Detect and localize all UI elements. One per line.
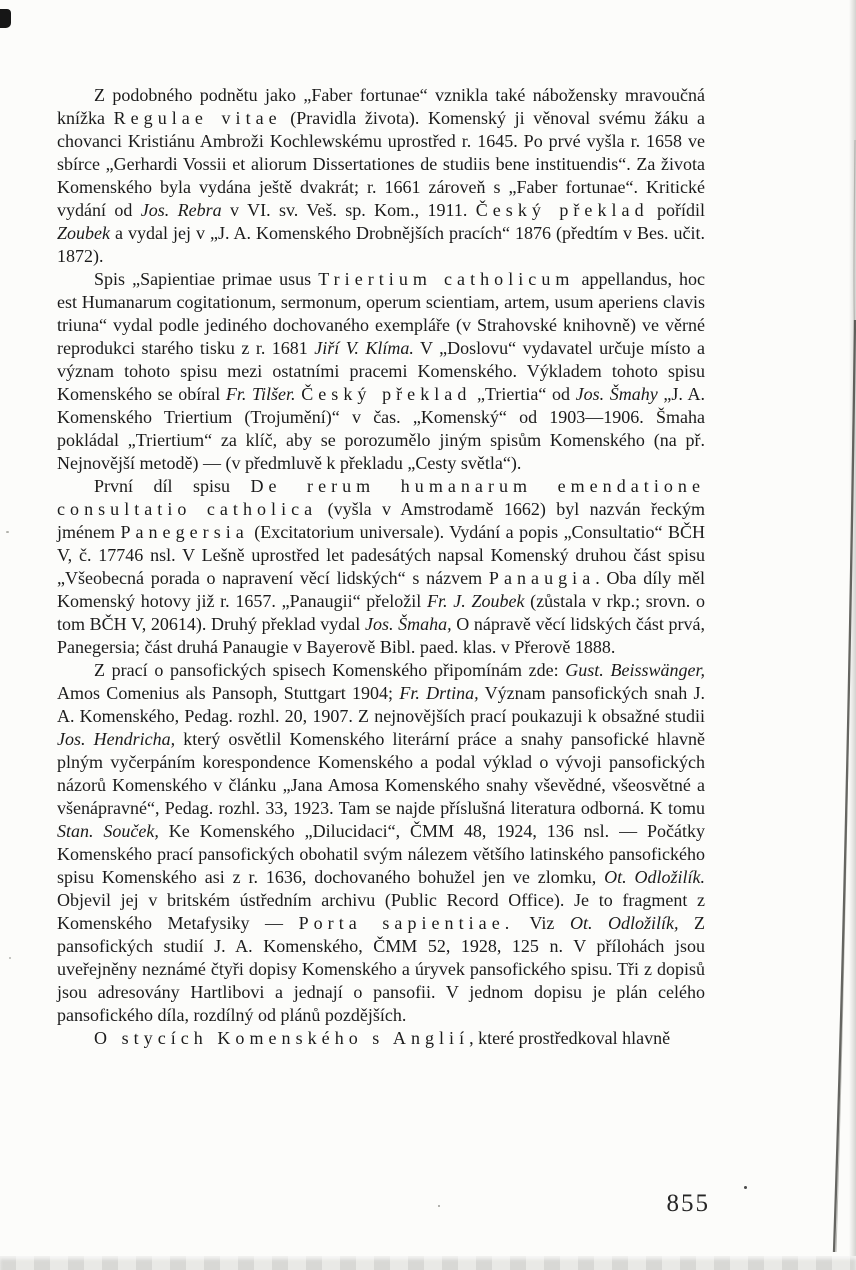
text-segment: Z prací o pansofických spisech Komenského připomínám zde: <box>94 660 566 680</box>
text-segment: O nápravě věcí lidských část prvá, Panegersia; část druhá Panaugie v Bayerově Bibl. paed. klas. v Přerově 1888. <box>57 614 705 657</box>
text-segment-italic: Ot. Odložilík. <box>604 867 705 887</box>
text-segment-spaced: Panegersia <box>120 522 249 542</box>
text-segment-italic: Zoubek <box>57 223 110 243</box>
text-segment-spaced: Český překlad <box>475 200 649 220</box>
text-segment: První díl spisu <box>94 476 251 496</box>
scan-speck <box>9 957 11 959</box>
text-segment: Objevil jej v britském ústředním archivu (Public Record Office). Je to fragment z Komenského Metafysiky — <box>57 890 705 933</box>
text-segment-italic: Gust. Beisswänger, <box>565 660 705 680</box>
text-segment: (Excitatorium universale). Vydání a popis „Consultatio“ BČH V, č. 17746 nsl. V Lešně uprostřed let padesátých napsal Komenský druhou část spisu „Všeobecná porada o napravení věcí lidských“ s názvem <box>57 522 706 588</box>
text-segment-italic: Jos. Šmahy <box>575 384 658 404</box>
text-segment: (vyšla v Amstrodamě 1662) byl nazván řeckým jménem <box>57 499 705 542</box>
text-segment: Z pansofických studií J. A. Komenského, ČMM 52, 1928, 125 n. V přílohách jsou uveřejněny neznámé čtyři dopisy Komenského a úryvek pansofického spisu. Tři z dopisů jsou adresovány Hartlibovi a jednají o pansofii. V jednom dopisu je plán celého pansofického díla, rozdílný od plánů pozdějších. <box>57 913 706 1025</box>
text-segment: (Pravidla života). Komenský ji věnoval svému žáku a chovanci Kristiánu Ambroži Kochlewskému uprostřed r. 1645. Po prvé vyšla r. 1658 ve sbírce „Gerhardi Vossii et aliorum Dissertationes de studiis bene instituendis“. Za života Komenského byla vydána ještě dvakrát; r. 1661 zároveň s „Faber fortunae“. Kritické vydání od <box>57 108 705 220</box>
text-segment-spaced: De rerum humanarum emendatione consultatio catholica <box>57 476 705 519</box>
text-segment: Amos Comenius als Pansoph, Stuttgart 1904; <box>57 683 400 703</box>
text-segment: Z podobného podnětu jako „Faber fortunae“ vznikla také nábožensky mravoučná knížka <box>57 85 705 128</box>
text-segment-italic: Fr. Drtina, <box>399 683 479 703</box>
text-segment-spaced: Regulae vitae <box>113 108 282 128</box>
scan-speck <box>438 1205 440 1207</box>
text-segment: Ke Komenského „Dilucidaci“, ČMM 48, 1924, 136 nsl. — Počátky Komenského prací pansofických obohatil svým nálezem většího latinského pansofického spisu Komenského asi z r. 1636, dochovaného bohužel jen ve zlomku, <box>57 821 705 887</box>
text-segment-italic: Jos. Rebra <box>140 200 222 220</box>
text-segment: appellandus, hoc est Humanarum cogitationum, sermonum, operum scientiam, artem, usum aperiens clavis triuna“ vydal podle jediného dochovaného exempláře (v Strahovské knihovně) ve věrné reprodukci starého tisku z r. 1681 <box>57 269 705 358</box>
text-segment-spaced: Panaugia <box>488 568 596 588</box>
text-segment: , které prostředkoval hlavně <box>469 1028 671 1048</box>
text-segment: „Triertia“ od <box>471 384 576 404</box>
text-segment: Význam pansofických snah J. A. Komenského, Pedag. rozhl. 20, 1907. Z nejnovějších prací poukazuji k obsažné studii <box>57 683 706 726</box>
text-segment: V „Doslovu“ vydavatel určuje místo a význam tohoto spisu mezi ostatními pracemi Komenského. Výkladem tohoto spisu Komenského se obíral <box>57 338 705 404</box>
text-segment-italic: Fr. J. Zoubek <box>427 591 525 611</box>
text-segment-spaced: Porta sapientiae. <box>298 913 515 933</box>
text-segment-spaced: Český překlad <box>301 384 472 404</box>
scan-speck <box>6 531 9 533</box>
text-segment: který osvětlil Komenského literární práce a snahy pansofické hlavně plným vyčerpáním korespondence Komenského a podal výklad o vývoji pansofických názorů Komenského v článku „Jana Amosa Komenského snahy vševědné, všeosvětné a všenápravné“, Pedag. rozhl. 33, 1923. Tam se najde příslušná literatura odborná. K tomu <box>57 729 705 818</box>
text-segment-spaced: Triertium catholicum <box>318 269 575 289</box>
text-segment: pořídil <box>648 200 706 220</box>
text-segment-italic: Jiří V. Klíma. <box>314 338 414 358</box>
text-segment: „J. A. Komenského Triertium (Trojumění)“ v čas. „Komenský“ od 1903—1906. Šmaha pokládal „Triertium“ za klíč, aby se porozumělo jiným spisům Komenského (na př. Nejnovější metodě) — (v předmluvě k překladu „Cesty světla“). <box>57 384 706 473</box>
text-segment: v VI. sv. Veš. sp. Kom., 1911. <box>221 200 476 220</box>
scan-speck <box>744 1186 747 1189</box>
text-segment: Viz <box>514 913 570 933</box>
text-segment-italic: Ot. Odložilík, <box>569 913 679 933</box>
text-segment: (zůstala v rkp.; srovn. o tom BČH V, 20614). Druhý překlad vydal <box>57 591 706 634</box>
text-segment: a vydal jej v „J. A. Komenského Drobnějších pracích“ 1876 (předtím v Bes. učit. 1872). <box>57 223 705 266</box>
text-segment: . Oba díly měl Komenský hotovy již r. 1657. „Panaugii“ přeložil <box>57 568 705 611</box>
page-number: 855 <box>666 1190 710 1217</box>
text-segment: Spis „Sapientiae primae usus <box>94 269 319 289</box>
text-segment-spaced: O stycích Komenského s Anglií <box>94 1028 470 1048</box>
text-segment-italic: Stan. Souček, <box>57 821 159 841</box>
text-segment-italic: Fr. Tilšer. <box>225 384 296 404</box>
text-segment-italic: Jos. Hendricha, <box>57 729 176 749</box>
text-segment-italic: Jos. Šmaha, <box>364 614 452 634</box>
scan-bottom-edge-band <box>0 1256 856 1270</box>
